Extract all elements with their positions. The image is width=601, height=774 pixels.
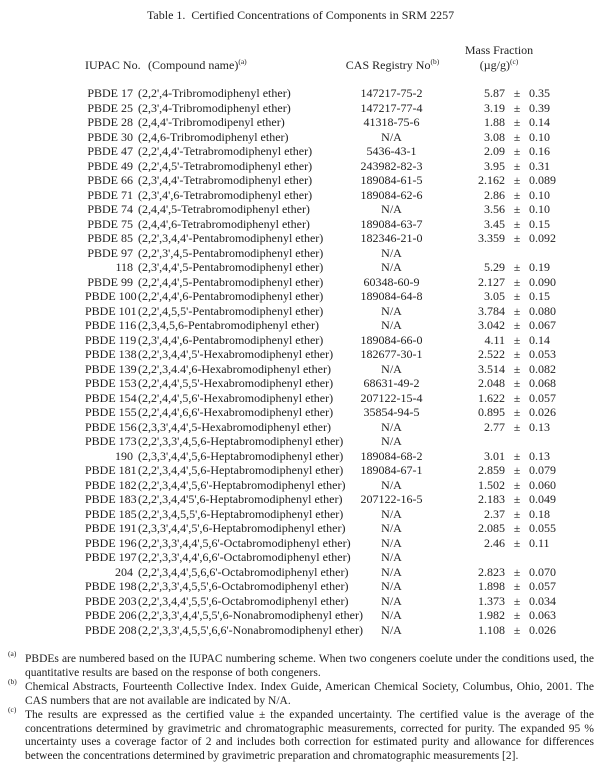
compound-name-cell: (2,3',4',6-Tetrabromodiphenyl ether) bbox=[138, 187, 313, 202]
uncertainty-cell: 0.13 bbox=[529, 419, 550, 434]
plus-minus-cell: ± bbox=[513, 86, 521, 100]
mass-fraction-value-cell: 2.522 bbox=[478, 347, 505, 361]
plus-minus-cell bbox=[505, 550, 529, 565]
cas-number-cell: 60348-60-9 bbox=[363, 274, 420, 289]
compound-name-cell: (2,4,6-Tribromodiphenyl ether) bbox=[138, 129, 289, 144]
mass-fraction-value-cell: 3.08 bbox=[484, 129, 505, 144]
iupac-no-cell: PBDE 49 bbox=[87, 158, 133, 173]
compound-name-cell: (2,4,4',5-Tetrabromodiphenyl ether) bbox=[138, 202, 310, 216]
cas-number-cell: N/A bbox=[381, 202, 402, 216]
compound-name-cell: (2,3,3',4,4',5,6-Heptabromodiphenyl ether) bbox=[138, 448, 344, 463]
compound-name-cell: (2,2',4,4',6-Pentabromodiphenyl ether) bbox=[138, 289, 324, 303]
mass-fraction-value-cell: 3.95 bbox=[484, 158, 505, 173]
header-mass-line2 bbox=[443, 58, 555, 73]
mass-fraction-value-cell: 2.085 bbox=[478, 521, 505, 535]
table-row bbox=[0, 405, 601, 420]
iupac-no-cell: PBDE 99 bbox=[87, 274, 133, 289]
iupac-no-cell: PBDE 181 bbox=[85, 463, 137, 477]
uncertainty-cell: 0.026 bbox=[529, 405, 556, 419]
uncertainty-cell: 0.057 bbox=[529, 579, 556, 593]
table-row bbox=[0, 521, 601, 536]
cas-number-cell: N/A bbox=[381, 622, 402, 637]
iupac-no-cell: PBDE 97 bbox=[87, 245, 133, 260]
footnote-text: Chemical Abstracts, Fourteenth Collective Index. Index Guide, American Chemical Society, Columbus, Ohio, 2001. The CAS numbers that are not available are indicated by N/A. bbox=[25, 680, 594, 707]
compound-name-cell: (2,3',4,4',6-Pentabromodiphenyl ether) bbox=[138, 332, 324, 347]
table-row bbox=[0, 333, 601, 348]
plus-minus-cell: ± bbox=[513, 187, 521, 202]
plus-minus-cell: ± bbox=[513, 173, 521, 187]
iupac-no-cell: PBDE 119 bbox=[85, 332, 137, 347]
plus-minus-cell: ± bbox=[513, 144, 521, 158]
cas-number-cell: 207122-15-4 bbox=[360, 390, 423, 405]
mass-fraction-value-cell: 2.859 bbox=[478, 463, 505, 477]
table-row bbox=[0, 492, 601, 507]
compound-name-cell: (2,2',3',4,5-Pentabromodiphenyl ether) bbox=[138, 245, 324, 260]
table-row bbox=[0, 608, 601, 623]
compound-name-cell: (2,2',3,4,4',5,6-Heptabromodiphenyl ether) bbox=[138, 463, 344, 477]
iupac-no-cell: PBDE 116 bbox=[85, 318, 137, 332]
iupac-no-cell: PBDE 206 bbox=[85, 608, 137, 622]
iupac-no-cell: PBDE 203 bbox=[85, 593, 137, 608]
mass-fraction-value-cell: 1.982 bbox=[478, 608, 505, 622]
table-row bbox=[0, 391, 601, 406]
uncertainty-cell bbox=[529, 434, 584, 449]
compound-name-cell: (2,2',4,5'-Tetrabromodiphenyl ether) bbox=[138, 158, 313, 173]
uncertainty-cell: 0.14 bbox=[529, 332, 550, 347]
footnote-ref-c: (c) bbox=[509, 56, 519, 66]
uncertainty-cell: 0.18 bbox=[529, 506, 550, 521]
mass-fraction-value-cell: 3.05 bbox=[484, 289, 505, 303]
cas-number-cell: N/A bbox=[381, 260, 402, 274]
mass-fraction-value-cell bbox=[455, 550, 505, 565]
uncertainty-cell: 0.068 bbox=[529, 376, 556, 390]
table-body bbox=[0, 86, 601, 637]
uncertainty-cell: 0.35 bbox=[529, 86, 550, 100]
table-row bbox=[0, 434, 601, 449]
footnote: (b) Chemical Abstracts, Fourteenth Collective Index. Index Guide, American Chemical Society, Columbus, Ohio, 2001. The CAS numbers that are not available are indicated by N/A. bbox=[8, 676, 594, 707]
uncertainty-cell: 0.14 bbox=[529, 115, 550, 129]
cas-number-cell: 207122-16-5 bbox=[360, 492, 423, 506]
iupac-no-cell: PBDE 30 bbox=[87, 129, 133, 144]
plus-minus-cell: ± bbox=[513, 347, 521, 361]
compound-name-cell: (2,3',4,4'-Tetrabromodiphenyl ether) bbox=[138, 173, 313, 187]
table-row bbox=[0, 318, 601, 333]
iupac-no-cell: PBDE 75 bbox=[87, 216, 133, 231]
plus-minus-cell: ± bbox=[513, 318, 521, 332]
cas-number-cell: N/A bbox=[381, 579, 402, 593]
plus-minus-cell: ± bbox=[513, 477, 521, 492]
plus-minus-cell: ± bbox=[513, 332, 521, 347]
mass-fraction-value-cell: 2.37 bbox=[484, 506, 505, 521]
compound-name-cell: (2,2',4,5,5'-Pentabromodiphenyl ether) bbox=[138, 303, 324, 318]
table-row bbox=[0, 86, 601, 101]
table-row bbox=[0, 536, 601, 551]
cas-number-cell: 41318-75-6 bbox=[363, 115, 420, 129]
uncertainty-cell: 0.10 bbox=[529, 129, 550, 144]
uncertainty-cell: 0.31 bbox=[529, 158, 550, 173]
compound-name-cell: (2,4,4'-Tribromodipenyl ether) bbox=[138, 115, 285, 129]
compound-name-cell: (2,2',4-Tribromodiphenyl ether) bbox=[138, 86, 291, 100]
iupac-no-cell: PBDE 138 bbox=[85, 347, 137, 361]
mass-fraction-value-cell: 3.784 bbox=[478, 303, 505, 318]
plus-minus-cell: ± bbox=[513, 593, 521, 608]
mass-fraction-value-cell: 2.77 bbox=[484, 419, 505, 434]
plus-minus-cell: ± bbox=[513, 361, 521, 376]
compound-name-cell: (2,2',3,4.4',6-Hexabromodiphenyl ether) bbox=[138, 361, 331, 376]
cas-number-cell: N/A bbox=[381, 550, 402, 564]
mass-fraction-value-cell: 2.048 bbox=[478, 376, 505, 390]
mass-fraction-value-cell: 2.86 bbox=[484, 187, 505, 202]
table-row bbox=[0, 420, 601, 435]
table-row bbox=[0, 275, 601, 290]
iupac-no-cell: PBDE 198 bbox=[85, 579, 137, 593]
mass-fraction-value-cell: 0.895 bbox=[478, 405, 505, 419]
plus-minus-cell: ± bbox=[513, 521, 521, 535]
compound-name-cell: (2,2',3,3',4,5,5',6,6'-Nonabromodiphenyl ether) bbox=[138, 622, 363, 637]
table-row bbox=[0, 478, 601, 493]
plus-minus-cell: ± bbox=[513, 115, 521, 129]
table-row bbox=[0, 202, 601, 217]
compound-name-cell: (2,2',3,4,4',5'-Hexabromodiphenyl ether) bbox=[138, 347, 334, 361]
plus-minus-cell: ± bbox=[513, 129, 521, 144]
table-row bbox=[0, 217, 601, 232]
iupac-no-cell: 204 bbox=[115, 564, 133, 579]
iupac-no-cell: PBDE 173 bbox=[85, 434, 137, 448]
mass-fraction-value-cell: 5.29 bbox=[484, 260, 505, 274]
cas-number-cell: 147217-75-2 bbox=[360, 86, 423, 100]
compound-name-cell: (2,2',4,4',5-Pentabromodiphenyl ether) bbox=[138, 274, 324, 289]
plus-minus-cell: ± bbox=[513, 419, 521, 434]
uncertainty-cell: 0.19 bbox=[529, 260, 550, 274]
plus-minus-cell: ± bbox=[513, 506, 521, 521]
cas-number-cell: N/A bbox=[381, 361, 402, 376]
iupac-no-cell: PBDE 191 bbox=[85, 521, 137, 535]
table-row bbox=[0, 347, 601, 362]
mass-fraction-value-cell: 1.622 bbox=[478, 390, 505, 405]
uncertainty-cell: 0.10 bbox=[529, 187, 550, 202]
uncertainty-cell: 0.070 bbox=[529, 564, 556, 579]
mass-fraction-value-cell: 2.183 bbox=[478, 492, 505, 506]
cas-number-cell: 35854-94-5 bbox=[363, 405, 420, 419]
mass-fraction-value-cell: 2.46 bbox=[484, 535, 505, 550]
compound-name-cell: (2,4,4',6-Tetrabromodiphenyl ether) bbox=[138, 216, 310, 231]
mass-fraction-value-cell: 4.11 bbox=[484, 332, 505, 347]
table-row bbox=[0, 289, 601, 304]
mass-fraction-value-cell: 2.823 bbox=[478, 564, 505, 579]
mass-fraction-value-cell: 1.88 bbox=[484, 115, 505, 129]
uncertainty-cell: 0.39 bbox=[529, 100, 550, 115]
plus-minus-cell: ± bbox=[513, 608, 521, 622]
header-mass-line1: Mass Fraction bbox=[464, 43, 534, 57]
uncertainty-cell: 0.053 bbox=[529, 347, 556, 361]
uncertainty-cell bbox=[529, 246, 584, 261]
plus-minus-cell: ± bbox=[513, 289, 521, 303]
compound-name-cell: (2,2',3,3',4,4',5,6'-Octabromodiphenyl ether) bbox=[138, 535, 351, 550]
table-row bbox=[0, 550, 601, 565]
header-compound-name bbox=[148, 58, 247, 73]
table-row bbox=[0, 231, 601, 246]
table-row bbox=[0, 376, 601, 391]
uncertainty-cell: 0.026 bbox=[529, 622, 556, 637]
cas-number-cell: N/A bbox=[381, 434, 402, 448]
compound-name-cell: (2,2',3,4,4'5',6-Heptabromodiphenyl ether) bbox=[138, 492, 343, 506]
cas-number-cell: 189084-68-2 bbox=[360, 448, 423, 463]
compound-name-cell: (2,2',3,4,4',5,5',6-Octabromodiphenyl ether) bbox=[138, 593, 349, 608]
plus-minus-cell: ± bbox=[513, 535, 521, 550]
cas-number-cell: 189084-61-5 bbox=[360, 173, 423, 187]
compound-name-cell: (2,2',3,3',4,4',5,5',6-Nonabromodiphenyl ether) bbox=[138, 608, 363, 622]
uncertainty-cell: 0.13 bbox=[529, 448, 550, 463]
cas-number-cell: N/A bbox=[381, 593, 402, 608]
compound-name-cell: (2,3',4,4',5-Pentabromodiphenyl ether) bbox=[138, 260, 324, 274]
uncertainty-cell: 0.082 bbox=[529, 361, 556, 376]
plus-minus-cell: ± bbox=[513, 390, 521, 405]
mass-fraction-value-cell: 1.502 bbox=[478, 477, 505, 492]
iupac-no-cell: PBDE 185 bbox=[85, 506, 137, 521]
table-row bbox=[0, 362, 601, 377]
iupac-no-cell: PBDE 85 bbox=[87, 231, 133, 245]
compound-name-cell: (2,2',4,4'-Tetrabromodiphenyl ether) bbox=[138, 144, 313, 158]
uncertainty-cell: 0.057 bbox=[529, 390, 556, 405]
mass-fraction-value-cell bbox=[455, 434, 505, 449]
header-iupac-no: IUPAC No. bbox=[85, 58, 141, 72]
iupac-no-cell: PBDE 155 bbox=[85, 405, 137, 419]
plus-minus-cell: ± bbox=[513, 492, 521, 506]
iupac-no-cell: PBDE 28 bbox=[87, 115, 133, 129]
cas-number-cell: 182677-30-1 bbox=[360, 347, 423, 361]
plus-minus-cell: ± bbox=[513, 622, 521, 637]
uncertainty-cell: 0.10 bbox=[529, 202, 550, 216]
compound-name-cell: (2,2',3,3',4,4',6,6'-Octabromodiphenyl ether) bbox=[138, 550, 351, 564]
mass-fraction-value-cell: 2.09 bbox=[484, 144, 505, 158]
cas-number-cell: N/A bbox=[381, 521, 402, 535]
iupac-no-cell: PBDE 196 bbox=[85, 535, 137, 550]
iupac-no-cell: PBDE 153 bbox=[85, 376, 137, 390]
mass-fraction-value-cell: 2.127 bbox=[478, 274, 505, 289]
plus-minus-cell: ± bbox=[513, 448, 521, 463]
plus-minus-cell: ± bbox=[513, 260, 521, 274]
table-row bbox=[0, 449, 601, 464]
mass-fraction-value-cell: 3.56 bbox=[484, 202, 505, 216]
cas-number-cell: N/A bbox=[381, 535, 402, 550]
header-mass-fraction bbox=[443, 43, 555, 72]
iupac-no-cell: PBDE 71 bbox=[87, 187, 133, 202]
cas-number-cell: N/A bbox=[381, 506, 402, 521]
iupac-no-cell: PBDE 154 bbox=[85, 390, 137, 405]
iupac-no-cell: PBDE 74 bbox=[87, 202, 133, 216]
cas-number-cell: N/A bbox=[381, 608, 402, 622]
cas-number-cell: 189084-66-0 bbox=[360, 332, 423, 347]
mass-fraction-value-cell: 5.87 bbox=[484, 86, 505, 100]
iupac-no-cell: PBDE 100 bbox=[85, 289, 137, 303]
plus-minus-cell: ± bbox=[513, 100, 521, 115]
uncertainty-cell: 0.090 bbox=[529, 274, 556, 289]
plus-minus-cell: ± bbox=[513, 274, 521, 289]
plus-minus-cell: ± bbox=[513, 158, 521, 173]
header-cas-label: CAS Registry No bbox=[345, 58, 431, 72]
compound-name-cell: (2,3,3',4,4',5-Hexabromodiphenyl ether) bbox=[138, 419, 331, 434]
iupac-no-cell: PBDE 183 bbox=[85, 492, 137, 506]
plus-minus-cell: ± bbox=[513, 564, 521, 579]
cas-number-cell: 182346-21-0 bbox=[360, 231, 423, 245]
cas-number-cell: 243982-82-3 bbox=[360, 158, 423, 173]
footnote-text: The results are expressed as the certified value ± the expanded uncertainty. The certified value is the average of the concentrations determined by gravimetric and chromatographic measurements, corrected for purity. The expanded 95 % uncertainty uses a coverage factor of 2 and includes both correction for estimated purity and allowance for differences between the concentrations determined by gravimetric preparation and chromatographic measurements [2]. bbox=[25, 708, 594, 763]
footnote: (c) The results are expressed as the certified value ± the expanded uncertainty. The certified value is the average of the concentrations determined by gravimetric and chromatographic measurements, corrected for purity. The expanded 95 % uncertainty uses a coverage factor of 2 and includes both correction for estimated purity and allowance for differences between the concentrations determined by gravimetric preparation and chromatographic measurements [2]. bbox=[8, 704, 594, 763]
uncertainty-cell: 0.089 bbox=[529, 173, 556, 187]
mass-fraction-value-cell: 3.359 bbox=[478, 231, 505, 245]
compound-name-cell: (2,2',3,4,4'-Pentabromodiphenyl ether) bbox=[138, 231, 324, 245]
iupac-no-cell: PBDE 25 bbox=[87, 100, 133, 115]
footnotes-section bbox=[8, 649, 594, 764]
header-cas-registry bbox=[330, 58, 455, 73]
plus-minus-cell: ± bbox=[513, 216, 521, 231]
mass-fraction-value-cell bbox=[455, 246, 505, 261]
plus-minus-cell: ± bbox=[513, 231, 521, 245]
plus-minus-cell: ± bbox=[513, 303, 521, 318]
plus-minus-cell bbox=[505, 246, 529, 261]
cas-number-cell: N/A bbox=[381, 303, 402, 318]
uncertainty-cell: 0.063 bbox=[529, 608, 556, 622]
iupac-no-cell: PBDE 66 bbox=[87, 173, 133, 187]
cas-number-cell: N/A bbox=[381, 564, 402, 579]
cas-number-cell: 189084-62-6 bbox=[360, 187, 423, 202]
compound-name-cell: (2,2',4,4',5,5'-Hexabromodiphenyl ether) bbox=[138, 376, 334, 390]
uncertainty-cell: 0.067 bbox=[529, 318, 556, 332]
compound-name-cell: (2,2',4,4',6,6'-Hexabromodiphenyl ether) bbox=[138, 405, 334, 419]
table-row bbox=[0, 246, 601, 261]
uncertainty-cell: 0.079 bbox=[529, 463, 556, 477]
footnote-text: PBDEs are numbered based on the IUPAC numbering scheme. When two congeners coelute under the conditions used, the quantitative results are based on the response of both congeners. bbox=[25, 653, 594, 679]
cas-number-cell: N/A bbox=[381, 419, 402, 434]
plus-minus-cell: ± bbox=[513, 202, 521, 216]
plus-minus-cell: ± bbox=[513, 376, 521, 390]
footnote-ref-a: (a) bbox=[238, 57, 247, 66]
plus-minus-cell: ± bbox=[513, 463, 521, 477]
mass-fraction-value-cell: 3.01 bbox=[484, 448, 505, 463]
iupac-no-cell: PBDE 101 bbox=[85, 303, 137, 318]
mass-fraction-value-cell: 3.042 bbox=[478, 318, 505, 332]
header-mass-units: (µg/g) bbox=[479, 57, 510, 72]
table-row bbox=[0, 115, 601, 130]
table-row bbox=[0, 159, 601, 174]
iupac-no-cell: 190 bbox=[115, 448, 133, 463]
iupac-no-cell: PBDE 17 bbox=[87, 86, 133, 100]
plus-minus-cell bbox=[505, 434, 529, 449]
compound-name-cell: (2,2',3,4,5,5',6-Heptabromodiphenyl ether) bbox=[138, 506, 344, 521]
compound-name-cell: (2,2',3,4,4',5,6'-Heptabromodiphenyl ether) bbox=[138, 477, 346, 492]
iupac-no-cell: PBDE 156 bbox=[85, 419, 137, 434]
compound-name-cell: (2,2',3,3',4,5,5',6-Octabromodiphenyl ether) bbox=[138, 579, 349, 593]
iupac-no-cell: PBDE 47 bbox=[87, 144, 133, 158]
table-row bbox=[0, 173, 601, 188]
table-row bbox=[0, 594, 601, 609]
uncertainty-cell: 0.16 bbox=[529, 144, 550, 158]
iupac-no-cell: PBDE 197 bbox=[85, 550, 137, 564]
uncertainty-cell: 0.049 bbox=[529, 492, 556, 506]
uncertainty-cell: 0.055 bbox=[529, 521, 556, 535]
uncertainty-cell: 0.15 bbox=[529, 289, 550, 303]
uncertainty-cell: 0.11 bbox=[529, 535, 550, 550]
iupac-no-cell: PBDE 182 bbox=[85, 477, 137, 492]
compound-name-cell: (2,3',4-Tribromodiphenyl ether) bbox=[138, 100, 291, 115]
cas-number-cell: 189084-63-7 bbox=[360, 216, 423, 231]
iupac-no-cell: PBDE 208 bbox=[85, 622, 137, 637]
compound-name-cell: (2,2',3,3',4,5,6-Heptabromodiphenyl ether) bbox=[138, 434, 344, 448]
table-row bbox=[0, 507, 601, 522]
plus-minus-cell: ± bbox=[513, 405, 521, 419]
iupac-no-cell: 118 bbox=[115, 260, 133, 274]
cas-number-cell: 68631-49-2 bbox=[363, 376, 420, 390]
mass-fraction-value-cell: 1.108 bbox=[478, 622, 505, 637]
table-row bbox=[0, 304, 601, 319]
compound-name-cell: (2,3,3',4,4',5',6-Heptabromodiphenyl ether) bbox=[138, 521, 346, 535]
table-row bbox=[0, 463, 601, 478]
uncertainty-cell: 0.034 bbox=[529, 593, 556, 608]
cas-number-cell: N/A bbox=[381, 318, 402, 332]
uncertainty-cell: 0.092 bbox=[529, 231, 556, 245]
cas-number-cell: N/A bbox=[381, 245, 402, 260]
iupac-no-cell: PBDE 139 bbox=[85, 361, 137, 376]
table-row bbox=[0, 144, 601, 159]
uncertainty-cell bbox=[529, 550, 584, 565]
table-row bbox=[0, 623, 601, 638]
table-row bbox=[0, 188, 601, 203]
mass-fraction-value-cell: 1.898 bbox=[478, 579, 505, 593]
mass-fraction-value-cell: 2.162 bbox=[478, 173, 505, 187]
table-title: Table 1. Certified Concentrations of Components in SRM 2257 bbox=[146, 8, 455, 22]
mass-fraction-value-cell: 1.373 bbox=[478, 593, 505, 608]
cas-number-cell: 189084-64-8 bbox=[360, 289, 423, 303]
table-row bbox=[0, 260, 601, 275]
footnote: (a) PBDEs are numbered based on the IUPAC numbering scheme. When two congeners coelute under the conditions used, the quantitative results are based on the response of both congeners. bbox=[8, 649, 594, 679]
compound-name-cell: (2,3,4,5,6-Pentabromodiphenyl ether) bbox=[138, 318, 319, 332]
uncertainty-cell: 0.080 bbox=[529, 303, 556, 318]
footnote-ref-b: (b) bbox=[430, 57, 440, 66]
table-row bbox=[0, 565, 601, 580]
table-row bbox=[0, 579, 601, 594]
uncertainty-cell: 0.060 bbox=[529, 477, 556, 492]
mass-fraction-value-cell: 3.45 bbox=[484, 216, 505, 231]
compound-name-cell: (2,2',4,4',5,6'-Hexabromodiphenyl ether) bbox=[138, 390, 334, 405]
cas-number-cell: N/A bbox=[381, 129, 402, 144]
plus-minus-cell: ± bbox=[513, 579, 521, 593]
cas-number-cell: 189084-67-1 bbox=[360, 463, 423, 477]
table-row bbox=[0, 130, 601, 145]
compound-name-cell: (2,2',3,4,4',5,6,6'-Octabromodiphenyl ether) bbox=[138, 564, 349, 579]
uncertainty-cell: 0.15 bbox=[529, 216, 550, 231]
mass-fraction-value-cell: 3.514 bbox=[478, 361, 505, 376]
cas-number-cell: N/A bbox=[381, 477, 402, 492]
table-row bbox=[0, 101, 601, 116]
header-compound-label: (Compound name) bbox=[148, 58, 239, 72]
cas-number-cell: 5436-43-1 bbox=[366, 144, 417, 158]
cas-number-cell: 147217-77-4 bbox=[360, 100, 423, 115]
mass-fraction-value-cell: 3.19 bbox=[484, 100, 505, 115]
